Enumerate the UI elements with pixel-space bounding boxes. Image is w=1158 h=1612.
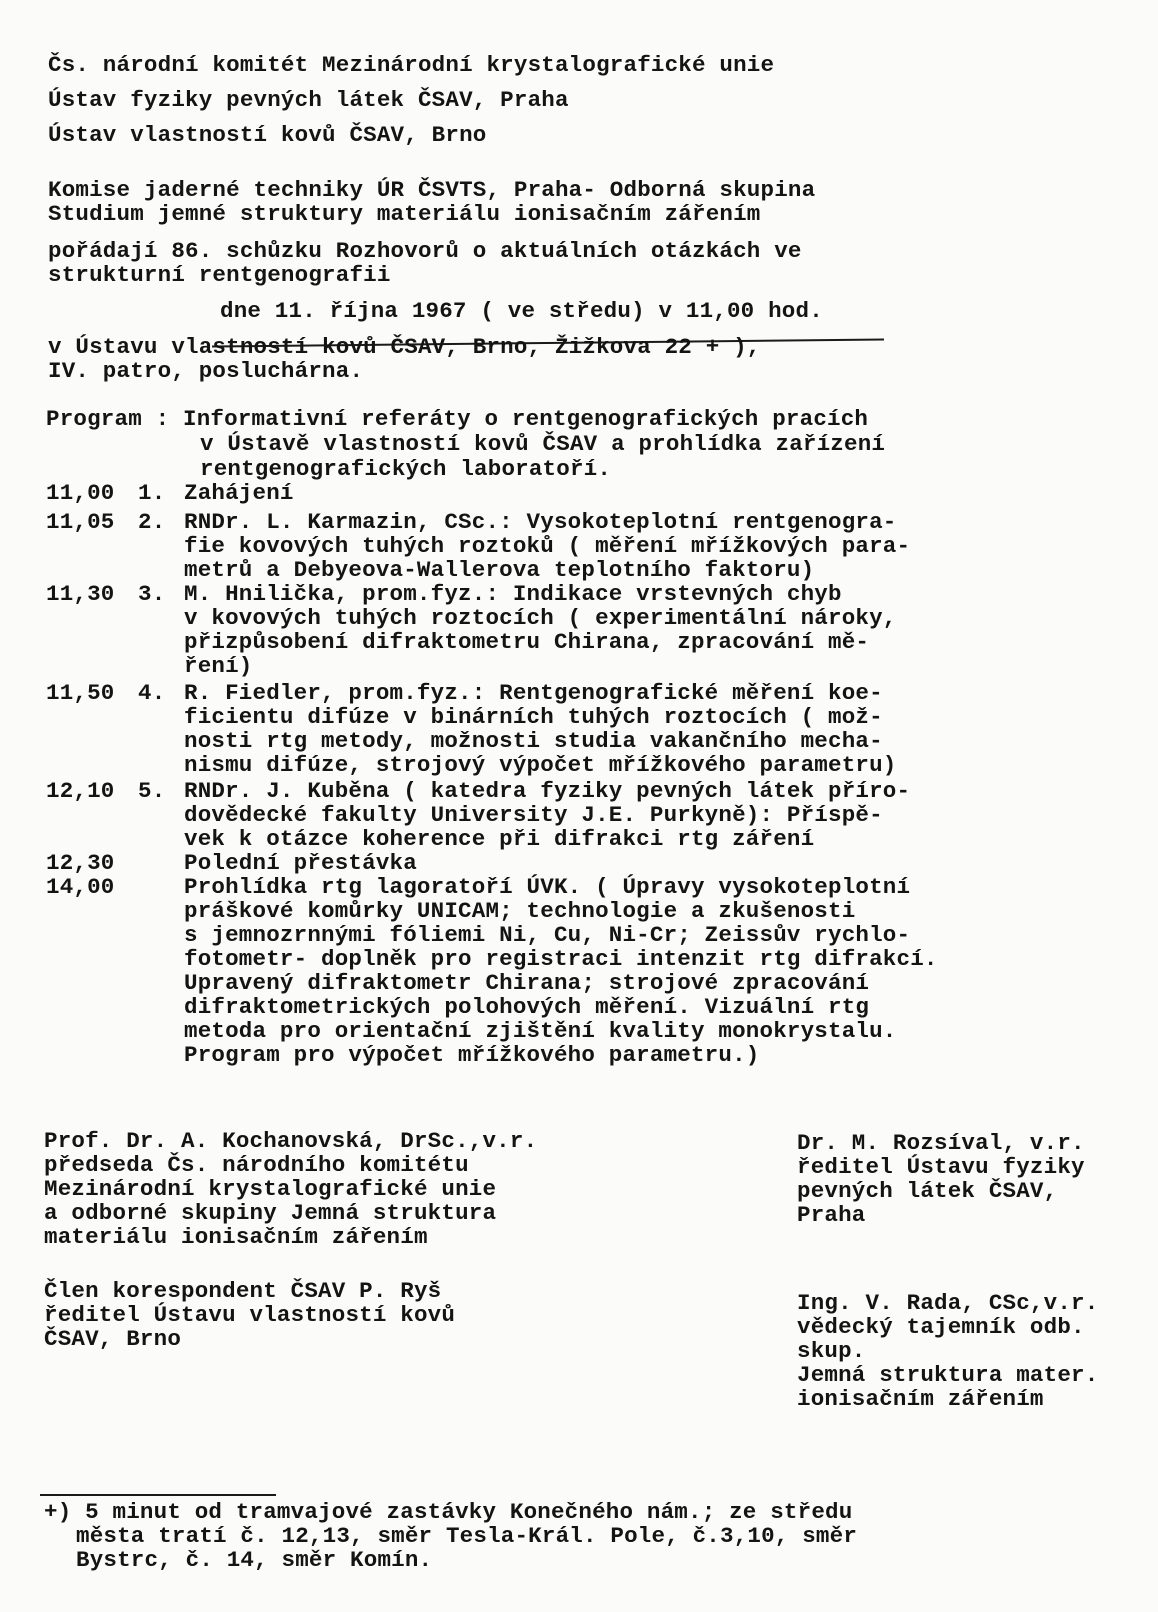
signature-line: vědecký tajemník odb. xyxy=(797,1314,1085,1340)
signature-line: pevných látek ČSAV, xyxy=(797,1178,1058,1204)
schedule-number: 3. xyxy=(138,581,166,607)
signature-line: ČSAV, Brno xyxy=(44,1326,182,1352)
schedule-text: přizpůsobení difraktometru Chirana, zpracování mě- xyxy=(184,629,870,655)
intro-line-3: pořádají 86. schůzku Rozhovorů o aktuálních otázkách ve xyxy=(48,238,802,264)
schedule-text: difraktometrických polohových měření. Vizuální rtg xyxy=(184,994,870,1020)
signature-line: Praha xyxy=(797,1202,866,1228)
schedule-text: RNDr. J. Kuběna ( katedra fyziky pevných látek přírо- xyxy=(184,778,911,804)
intro-line-4: strukturní rentgenografii xyxy=(48,262,391,288)
schedule-text: Upravený difraktometr Chirana; strojové zpracování xyxy=(184,970,870,996)
schedule-time: 11,50 xyxy=(46,680,115,706)
schedule-time: 12,30 xyxy=(46,850,115,876)
footnote-rule xyxy=(40,1494,276,1496)
signature-line: skup. xyxy=(797,1338,866,1364)
schedule-text: fotometr- doplněk pro registraci intenzit rtg difrakcí. xyxy=(184,946,938,972)
schedule-time: 11,00 xyxy=(46,480,115,506)
schedule-text: ficientu difúze v binárních tuhých roztocích ( mož- xyxy=(184,704,883,730)
header-org-3: Ústav vlastností kovů ČSAV, Brno xyxy=(48,122,487,148)
schedule-number: 4. xyxy=(138,680,166,706)
meeting-place-1: v Ústavu vlastností kovů ČSAV, Brno, Žižkova 22 + ), xyxy=(48,334,761,360)
signature-line: Prof. Dr. A. Kochanovská, DrSc.,v.r. xyxy=(44,1128,538,1154)
signature-line: a odborné skupiny Jemná struktura xyxy=(44,1200,497,1226)
signature-line: ředitel Ústavu vlastností kovů xyxy=(44,1302,456,1328)
signature-line: Člen korespondent ČSAV P. Ryš xyxy=(44,1278,442,1304)
schedule-text: práškové komůrky UNICAM; technologie a zkušenosti xyxy=(184,898,856,924)
signature-line: Dr. M. Rozsíval, v.r. xyxy=(797,1130,1085,1156)
schedule-text: metoda pro orientační zjištění kvality monokrystalu. xyxy=(184,1018,897,1044)
signature-line: Ing. V. Rada, CSc,v.r. xyxy=(797,1290,1099,1316)
schedule-text: vek k otázce koherence při difrakci rtg záření xyxy=(184,826,815,852)
schedule-text: fie kovových tuhých roztoků ( měření mřížkových para- xyxy=(184,533,911,559)
meeting-place-2: IV. patro, posluchárna. xyxy=(48,358,364,384)
schedule-text: s jemnozrnnými fóliemi Ni, Cu, Ni-Cr; Zeissův rychlo- xyxy=(184,922,911,948)
schedule-text: M. Hnilička, prom.fyz.: Indikace vrstevných chyb xyxy=(184,581,842,607)
schedule-text: metrů a Debyeova-Wallerova teplotního faktoru) xyxy=(184,557,815,583)
schedule-time: 11,30 xyxy=(46,581,115,607)
schedule-time: 12,10 xyxy=(46,778,115,804)
signature-line: ředitel Ústavu fyziky xyxy=(797,1154,1085,1180)
signature-line: ionisačním zářením xyxy=(797,1386,1044,1412)
signature-line: Jemná struktura mater. xyxy=(797,1362,1099,1388)
footnote-line-2: města tratí č. 12,13, směr Tesla-Král. Pole, č.3,10, směr xyxy=(76,1523,858,1549)
schedule-time: 11,05 xyxy=(46,509,115,535)
program-line-3: rentgenografických laboratoří. xyxy=(200,456,612,482)
header-org-1: Čs. národní komitét Mezinárodní krystalografické unie xyxy=(48,52,775,78)
schedule-text: dovědecké fakulty University J.E. Purkyně): Příspě- xyxy=(184,802,883,828)
footnote-line-3: Bystrc, č. 14, směr Komín. xyxy=(76,1547,433,1573)
intro-line-1: Komise jaderné techniky ÚR ČSVTS, Praha- Odborná skupina xyxy=(48,177,816,203)
intro-line-2: Studium jemné struktury materiálu ionisačním zářením xyxy=(48,201,761,227)
schedule-number: 2. xyxy=(138,509,166,535)
schedule-number: 5. xyxy=(138,778,166,804)
schedule-text: RNDr. L. Karmazin, CSc.: Vysokoteplotní rentgenogra- xyxy=(184,509,897,535)
header-org-2: Ústav fyziky pevných látek ČSAV, Praha xyxy=(48,87,569,113)
schedule-text: Program pro výpočet mřížkového parametru.) xyxy=(184,1042,760,1068)
signature-line: Mezinárodní krystalografické unie xyxy=(44,1176,497,1202)
schedule-text: nosti rtg metody, možnosti studia vakančního mecha- xyxy=(184,728,883,754)
schedule-text: ření) xyxy=(184,653,253,679)
schedule-text: nismu difúze, strojový výpočet mřížkového parametru) xyxy=(184,752,897,778)
meeting-date: dne 11. října 1967 ( ve středu) v 11,00 hod. xyxy=(220,298,823,324)
schedule-text: Polední přestávka xyxy=(184,850,417,876)
schedule-text: Prohlídka rtg lagoratoří ÚVK. ( Úpravy vysokoteplotní xyxy=(184,874,911,900)
program-line-2: v Ústavě vlastností kovů ČSAV a prohlídka zařízení xyxy=(200,431,886,457)
schedule-number: 1. xyxy=(138,480,166,506)
schedule-text: R. Fiedler, prom.fyz.: Rentgenografické měření koe- xyxy=(184,680,883,706)
schedule-time: 14,00 xyxy=(46,874,115,900)
program-line-1: Program : Informativní referáty o rentgenografických pracích xyxy=(46,406,869,432)
schedule-text: v kovových tuhých roztocích ( experimentální nároky, xyxy=(184,605,897,631)
footnote-line-1: +) 5 minut od tramvajové zastávky Konečného nám.; ze středu xyxy=(44,1499,853,1525)
signature-line: materiálu ionisačním zářením xyxy=(44,1224,428,1250)
signature-line: předseda Čs. národního komitétu xyxy=(44,1152,469,1178)
schedule-text: Zahájení xyxy=(184,480,294,506)
